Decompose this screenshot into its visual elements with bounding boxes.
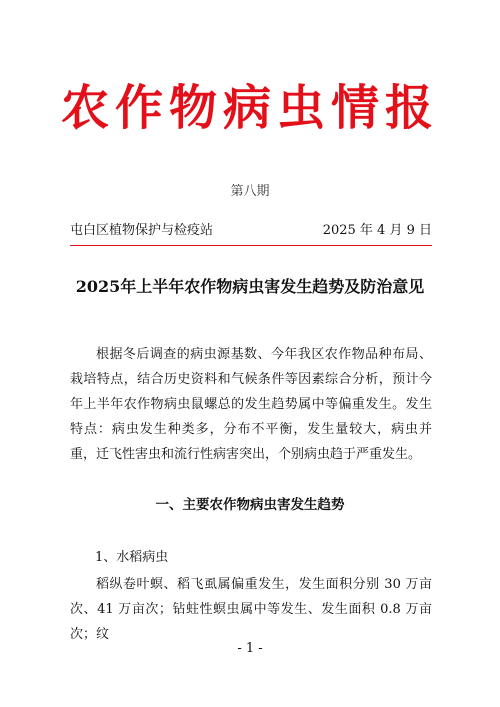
section-heading: 一、主要农作物病虫害发生趋势 (155, 497, 345, 513)
subsection-heading: 1、水稻病虫 (95, 550, 169, 565)
page-number: - 1 - (237, 641, 263, 656)
issue-date: 2025 年 4 月 9 日 (322, 223, 432, 238)
document-headline: 2025年上半年农作物病虫害发生趋势及防治意见 (75, 277, 425, 296)
masthead-title: 农作物病虫情报 (60, 80, 439, 136)
rice-paragraph: 稻纵卷叶螟、稻飞虱属偏重发生，发生面积分别 30 万亩次、41 万亩次；钻蛀性螟虫属中等发生、发生面积 0.8 万亩次；纹 (70, 577, 432, 642)
issuer-row (70, 222, 432, 242)
issue-number: 第八期 (230, 184, 270, 199)
intro-paragraph: 根据冬后调查的病虫源基数、今年我区农作物品种布局、栽培特点，结合历史资料和气候条件等因素综合分析，预计今年上半年农作物病虫鼠螺总的发生趋势属中等偏重发生。发生特点：病虫发生种类多，分布不平衡，发生量较大，病虫并重，迁飞性害虫和流行性病害突出，个别病虫趋于严重发生。 (70, 347, 432, 462)
red-divider (70, 245, 432, 246)
issuer-org: 屯白区植物保护与检疫站 (70, 223, 214, 238)
